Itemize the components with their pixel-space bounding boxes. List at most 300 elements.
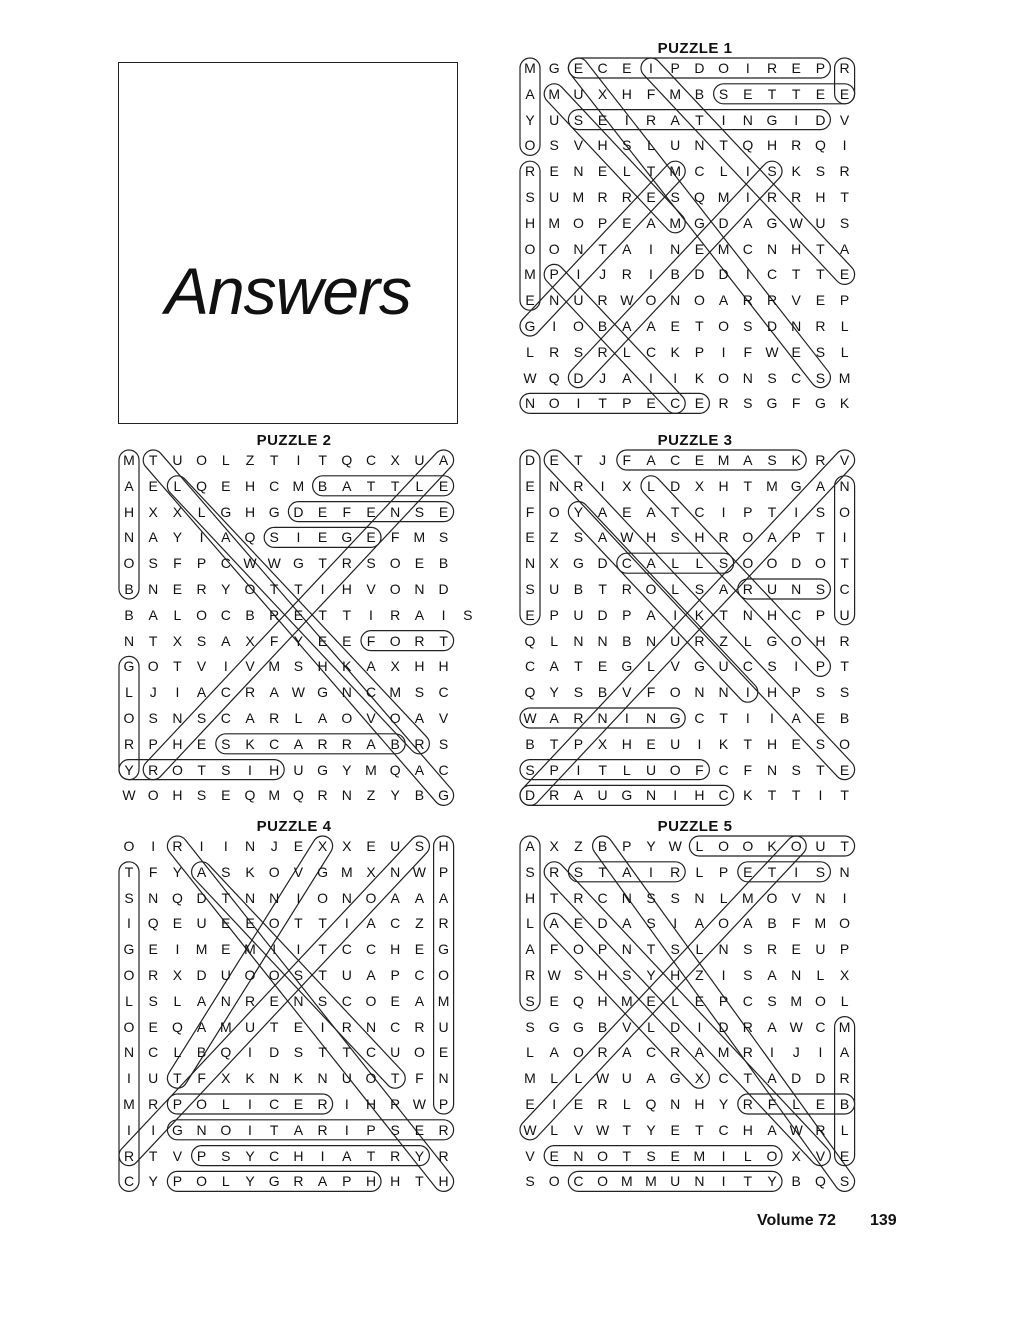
grid-letter: M — [123, 452, 135, 468]
grid-letter: E — [549, 163, 559, 180]
grid-letter: H — [524, 214, 536, 231]
grid-letter: E — [245, 915, 255, 932]
grid-letter: E — [646, 189, 656, 205]
grid-letter: N — [123, 529, 135, 546]
grid-letter: C — [815, 1018, 826, 1035]
grid-letter: E — [525, 606, 535, 623]
grid-letter: O — [365, 889, 377, 906]
grid-letter: E — [438, 503, 449, 520]
grid-letter: L — [125, 992, 133, 1009]
grid-letter: V — [670, 658, 680, 675]
grid-letter: P — [622, 838, 632, 854]
grid-letter: S — [670, 189, 680, 205]
grid-letter: T — [318, 1044, 327, 1061]
grid-letter: F — [791, 915, 801, 932]
grid-letter: T — [549, 889, 559, 906]
grid-letter: G — [220, 503, 232, 520]
puzzle-title: PUZZLE 3 — [657, 432, 733, 449]
grid-letter: N — [670, 292, 681, 309]
grid-letter: U — [293, 761, 304, 778]
grid-letter: F — [743, 343, 753, 360]
grid-letter: R — [791, 189, 802, 205]
grid-letter: A — [196, 992, 207, 1009]
grid-letter: R — [718, 395, 729, 412]
grid-letter: L — [221, 1173, 230, 1190]
grid-letter: X — [549, 838, 559, 854]
grid-letter: U — [549, 111, 560, 128]
grid-letter: O — [548, 503, 560, 520]
grid-letter: B — [597, 838, 608, 854]
grid-letter: O — [742, 529, 754, 546]
grid-letter: L — [816, 967, 825, 983]
grid-letter: E — [743, 863, 753, 880]
grid-letter: O — [814, 555, 826, 572]
grid-letter: T — [148, 452, 158, 468]
grid-letter: H — [766, 137, 778, 154]
grid-letter: C — [839, 581, 850, 597]
grid-letter: N — [791, 967, 802, 983]
grid-letter: D — [438, 581, 449, 597]
grid-letter: J — [599, 452, 607, 468]
grid-letter: R — [269, 710, 280, 726]
grid-letter: S — [573, 529, 584, 546]
grid-letter: R — [670, 1044, 681, 1061]
answer-loop — [835, 476, 855, 625]
grid-letter: O — [341, 710, 353, 726]
grid-letter: L — [840, 1121, 849, 1138]
grid-letter: A — [221, 632, 231, 649]
grid-letter: Q — [220, 1044, 232, 1061]
grid-letter: T — [439, 632, 448, 649]
grid-letter: I — [223, 838, 228, 854]
grid-letter: L — [526, 343, 534, 360]
grid-letter: M — [766, 477, 778, 494]
grid-letter: M — [790, 992, 803, 1009]
grid-letter: R — [573, 710, 584, 726]
grid-letter: X — [366, 863, 376, 880]
grid-letter: H — [621, 735, 632, 752]
grid-letter: I — [794, 863, 799, 880]
grid-letter: F — [743, 761, 753, 778]
grid-letter: U — [766, 581, 778, 597]
grid-letter: R — [414, 1018, 425, 1035]
grid-letter: S — [743, 395, 753, 412]
grid-letter: V — [791, 889, 801, 906]
grid-letter: D — [597, 555, 608, 572]
grid-letter: S — [525, 581, 535, 597]
grid-letter: B — [622, 632, 632, 649]
grid-letter: V — [839, 452, 850, 468]
grid-letter: T — [269, 1018, 279, 1035]
grid-letter: S — [767, 992, 777, 1009]
grid-letter: C — [414, 967, 425, 983]
grid-letter: T — [816, 529, 825, 546]
grid-letter: B — [525, 735, 535, 752]
grid-letter: A — [124, 477, 134, 494]
grid-letter: E — [743, 85, 753, 102]
grid-letter: O — [572, 214, 584, 231]
grid-letter: T — [743, 477, 753, 494]
grid-letter: A — [221, 529, 231, 546]
grid-letter: O — [669, 761, 681, 778]
grid-letter: E — [172, 915, 183, 932]
grid-letter: L — [574, 1070, 583, 1087]
grid-letter: A — [549, 915, 559, 932]
grid-letter: E — [414, 555, 425, 572]
grid-letter: D — [815, 111, 826, 128]
grid-letter: P — [342, 1173, 352, 1190]
puzzle-title: PUZZLE 1 — [657, 40, 733, 57]
grid-letter: S — [815, 735, 826, 752]
grid-letter: N — [597, 710, 608, 726]
grid-letter: N — [742, 111, 753, 128]
grid-letter: R — [317, 1096, 328, 1112]
puzzle-4 — [116, 818, 472, 1198]
grid-letter: O — [268, 915, 280, 932]
grid-letter: E — [525, 529, 535, 546]
grid-letter: N — [365, 1018, 377, 1035]
grid-letter: V — [791, 292, 801, 309]
grid-letter: U — [573, 292, 584, 309]
grid-letter: O — [244, 967, 256, 983]
grid-letter: H — [815, 189, 826, 205]
grid-letter: D — [694, 60, 705, 76]
grid-letter: J — [599, 266, 607, 283]
grid-letter: B — [390, 735, 400, 752]
grid-letter: E — [815, 292, 826, 309]
grid-letter: I — [248, 761, 252, 778]
grid-letter: T — [221, 889, 231, 906]
grid-letter: G — [766, 111, 778, 128]
grid-letter: A — [196, 1018, 207, 1035]
grid-letter: D — [597, 606, 608, 623]
grid-letter: S — [815, 684, 826, 701]
grid-letter: G — [317, 863, 329, 880]
grid-letter: C — [220, 555, 231, 572]
grid-letter: R — [694, 632, 705, 649]
grid-letter: P — [815, 60, 826, 76]
grid-letter: Q — [645, 1096, 657, 1112]
grid-letter: D — [670, 1018, 681, 1035]
grid-letter: W — [243, 555, 257, 572]
grid-letter: N — [694, 137, 705, 154]
grid-letter: N — [718, 941, 729, 958]
grid-letter: S — [670, 529, 680, 546]
grid-letter: R — [839, 163, 850, 180]
grid-letter: E — [549, 1147, 559, 1164]
grid-letter: G — [766, 214, 778, 231]
grid-letter: H — [244, 503, 256, 520]
grid-letter: K — [670, 343, 680, 360]
grid-letter: C — [718, 1070, 729, 1087]
grid-letter: G — [524, 318, 536, 334]
grid-letter: C — [390, 1018, 401, 1035]
grid-letter: S — [622, 967, 632, 983]
grid-letter: A — [791, 710, 801, 726]
grid-letter: M — [524, 266, 536, 283]
grid-letter: C — [220, 606, 231, 623]
grid-letter: O — [645, 292, 657, 309]
grid-letter: T — [816, 266, 825, 283]
grid-letter: P — [196, 555, 207, 572]
grid-letter: N — [524, 395, 536, 412]
grid-letter: B — [597, 1018, 608, 1035]
grid-letter: O — [742, 838, 754, 854]
grid-letter: S — [148, 710, 158, 726]
grid-letter: H — [694, 1096, 705, 1112]
grid-letter: E — [269, 992, 279, 1009]
grid-letter: G — [766, 632, 778, 649]
grid-letter: U — [621, 1070, 632, 1087]
grid-letter: K — [767, 838, 777, 854]
grid-letter: A — [743, 915, 753, 932]
grid-letter: K — [245, 1070, 255, 1087]
grid-letter: R — [438, 915, 449, 932]
grid-letter: N — [839, 863, 850, 880]
grid-letter: T — [318, 606, 327, 623]
grid-letter: O — [572, 941, 584, 958]
answers-title-box — [118, 62, 458, 424]
grid-letter: O — [839, 915, 851, 932]
grid-letter: I — [199, 529, 204, 546]
grid-letter: E — [573, 1096, 584, 1112]
grid-letter: Z — [574, 838, 583, 854]
grid-letter: C — [220, 710, 231, 726]
grid-letter: E — [525, 292, 535, 309]
grid-letter: R — [549, 863, 560, 880]
grid-letter: T — [743, 1070, 753, 1087]
grid-letter: R — [670, 863, 681, 880]
grid-letter: R — [317, 735, 328, 752]
grid-letter: S — [148, 992, 158, 1009]
grid-letter: Q — [244, 529, 256, 546]
grid-letter: Z — [366, 787, 376, 804]
grid-letter: I — [127, 1121, 131, 1138]
grid-letter: I — [794, 658, 799, 675]
grid-letter: T — [622, 1147, 632, 1164]
answers-heading: Answers — [164, 254, 412, 328]
grid-letter: O — [548, 1173, 560, 1190]
grid-letter: P — [815, 658, 826, 675]
grid-letter: C — [438, 761, 449, 778]
grid-letter: C — [718, 1121, 729, 1138]
grid-letter: S — [815, 369, 826, 386]
grid-letter: D — [670, 477, 681, 494]
grid-letter: S — [414, 503, 425, 520]
grid-letter: M — [717, 189, 730, 205]
grid-letter: T — [791, 85, 801, 102]
grid-letter: E — [622, 214, 632, 231]
grid-letter: I — [721, 343, 726, 360]
grid-letter: I — [649, 369, 653, 386]
grid-letter: R — [269, 606, 280, 623]
grid-letter: I — [576, 761, 581, 778]
grid-letter: N — [694, 889, 705, 906]
grid-letter: D — [524, 787, 536, 804]
grid-letter: Y — [646, 838, 656, 854]
grid-letter: E — [573, 60, 584, 76]
grid-letter: P — [791, 529, 801, 546]
grid-letter: S — [839, 214, 850, 231]
grid-letter: Y — [124, 761, 134, 778]
grid-letter: P — [549, 266, 559, 283]
grid-letter: C — [365, 1044, 377, 1061]
grid-letter: D — [766, 318, 778, 334]
grid-letter: I — [649, 266, 653, 283]
grid-letter: R — [341, 735, 352, 752]
grid-letter: B — [317, 477, 328, 494]
grid-letter: R — [742, 292, 753, 309]
grid-letter: L — [671, 992, 680, 1009]
grid-letter: P — [694, 343, 705, 360]
puzzle-title: PUZZLE 2 — [256, 432, 332, 449]
grid-letter: S — [525, 992, 535, 1009]
grid-letter: E — [148, 941, 158, 958]
puzzle-2 — [116, 432, 472, 812]
grid-letter: H — [390, 1173, 401, 1190]
grid-letter: S — [573, 863, 584, 880]
grid-letter: R — [742, 1044, 753, 1061]
grid-letter: T — [415, 1173, 424, 1190]
grid-letter: L — [647, 658, 655, 675]
grid-letter: A — [767, 967, 777, 983]
grid-letter: E — [573, 915, 584, 932]
grid-letter: T — [148, 632, 158, 649]
grid-letter: N — [573, 632, 584, 649]
grid-letter: N — [718, 684, 729, 701]
grid-letter: Y — [221, 581, 231, 597]
grid-letter: L — [695, 555, 704, 572]
grid-letter: T — [366, 1147, 376, 1164]
grid-letter: N — [549, 292, 560, 309]
grid-letter: W — [789, 1121, 803, 1138]
grid-letter: T — [342, 1044, 352, 1061]
grid-letter: E — [366, 838, 376, 854]
grid-letter: M — [838, 369, 851, 386]
grid-letter: A — [342, 1147, 352, 1164]
grid-letter: B — [196, 1044, 207, 1061]
grid-letter: D — [196, 889, 207, 906]
grid-letter: B — [839, 1096, 850, 1112]
grid-letter: H — [815, 632, 826, 649]
grid-letter: O — [171, 761, 183, 778]
grid-letter: I — [673, 606, 678, 623]
grid-letter: D — [293, 503, 304, 520]
grid-letter: I — [624, 710, 629, 726]
grid-letter: N — [791, 318, 802, 334]
grid-letter: L — [622, 163, 631, 180]
grid-letter: L — [173, 992, 182, 1009]
grid-letter: M — [268, 658, 281, 675]
grid-letter: E — [196, 735, 207, 752]
grid-letter: T — [840, 658, 849, 675]
grid-letter: G — [438, 941, 450, 958]
grid-letter: B — [839, 710, 850, 726]
grid-letter: I — [151, 1121, 156, 1138]
grid-letter: M — [838, 1018, 851, 1035]
grid-letter: X — [342, 838, 352, 854]
grid-letter: O — [839, 503, 851, 520]
grid-letter: E — [221, 787, 231, 804]
grid-letter: U — [390, 838, 401, 854]
grid-letter: S — [718, 85, 729, 102]
grid-letter: G — [317, 761, 329, 778]
grid-letter: M — [814, 915, 827, 932]
grid-letter: S — [317, 992, 328, 1009]
grid-letter: S — [646, 1147, 656, 1164]
grid-letter: I — [175, 941, 180, 958]
grid-letter: H — [438, 1173, 449, 1190]
grid-letter: S — [646, 889, 656, 906]
grid-letter: K — [694, 369, 705, 386]
grid-letter: I — [745, 266, 750, 283]
grid-letter: U — [718, 658, 729, 675]
grid-letter: A — [743, 452, 753, 468]
grid-letter: U — [549, 189, 560, 205]
puzzle-3 — [517, 432, 873, 812]
grid-letter: U — [573, 606, 584, 623]
grid-letter: F — [791, 395, 801, 412]
grid-letter: G — [317, 684, 329, 701]
grid-letter: L — [622, 761, 631, 778]
grid-letter: T — [791, 266, 801, 283]
grid-letter: C — [269, 477, 280, 494]
grid-letter: M — [669, 85, 682, 102]
grid-letter: E — [293, 838, 304, 854]
grid-letter: A — [670, 111, 680, 128]
grid-letter: O — [147, 658, 159, 675]
grid-letter: O — [597, 1147, 609, 1164]
grid-letter: S — [670, 941, 680, 958]
grid-letter: A — [525, 941, 535, 958]
grid-letter: L — [622, 1096, 631, 1112]
puzzle-5 — [517, 818, 873, 1198]
grid-letter: S — [815, 581, 826, 597]
grid-letter: X — [148, 503, 158, 520]
grid-letter: F — [415, 1070, 424, 1087]
grid-letter: Y — [390, 787, 400, 804]
grid-letter: N — [839, 477, 850, 494]
grid-letter: S — [815, 503, 826, 520]
grid-letter: S — [767, 369, 777, 386]
grid-letter: R — [815, 318, 826, 334]
grid-letter: N — [172, 710, 183, 726]
grid-letter: T — [549, 735, 559, 752]
grid-letter: O — [718, 838, 730, 854]
grid-letter: S — [646, 915, 656, 932]
grid-letter: P — [815, 606, 826, 623]
grid-letter: A — [767, 1070, 777, 1087]
grid-letter: H — [414, 658, 425, 675]
grid-letter: T — [840, 838, 849, 854]
grid-letter: N — [390, 863, 401, 880]
grid-letter: M — [669, 163, 682, 180]
grid-letter: A — [597, 503, 608, 520]
grid-letter: E — [293, 1096, 304, 1112]
grid-letter: H — [597, 967, 608, 983]
grid-letter: N — [645, 632, 657, 649]
grid-letter: H — [694, 787, 705, 804]
grid-letter: H — [269, 761, 280, 778]
grid-letter: R — [742, 581, 753, 597]
grid-letter: H — [438, 658, 449, 675]
grid-letter: M — [669, 214, 682, 231]
grid-letter: S — [573, 343, 584, 360]
grid-letter: E — [366, 529, 376, 546]
grid-letter: E — [791, 60, 801, 76]
grid-letter: R — [390, 1147, 401, 1164]
grid-letter: P — [549, 761, 559, 778]
